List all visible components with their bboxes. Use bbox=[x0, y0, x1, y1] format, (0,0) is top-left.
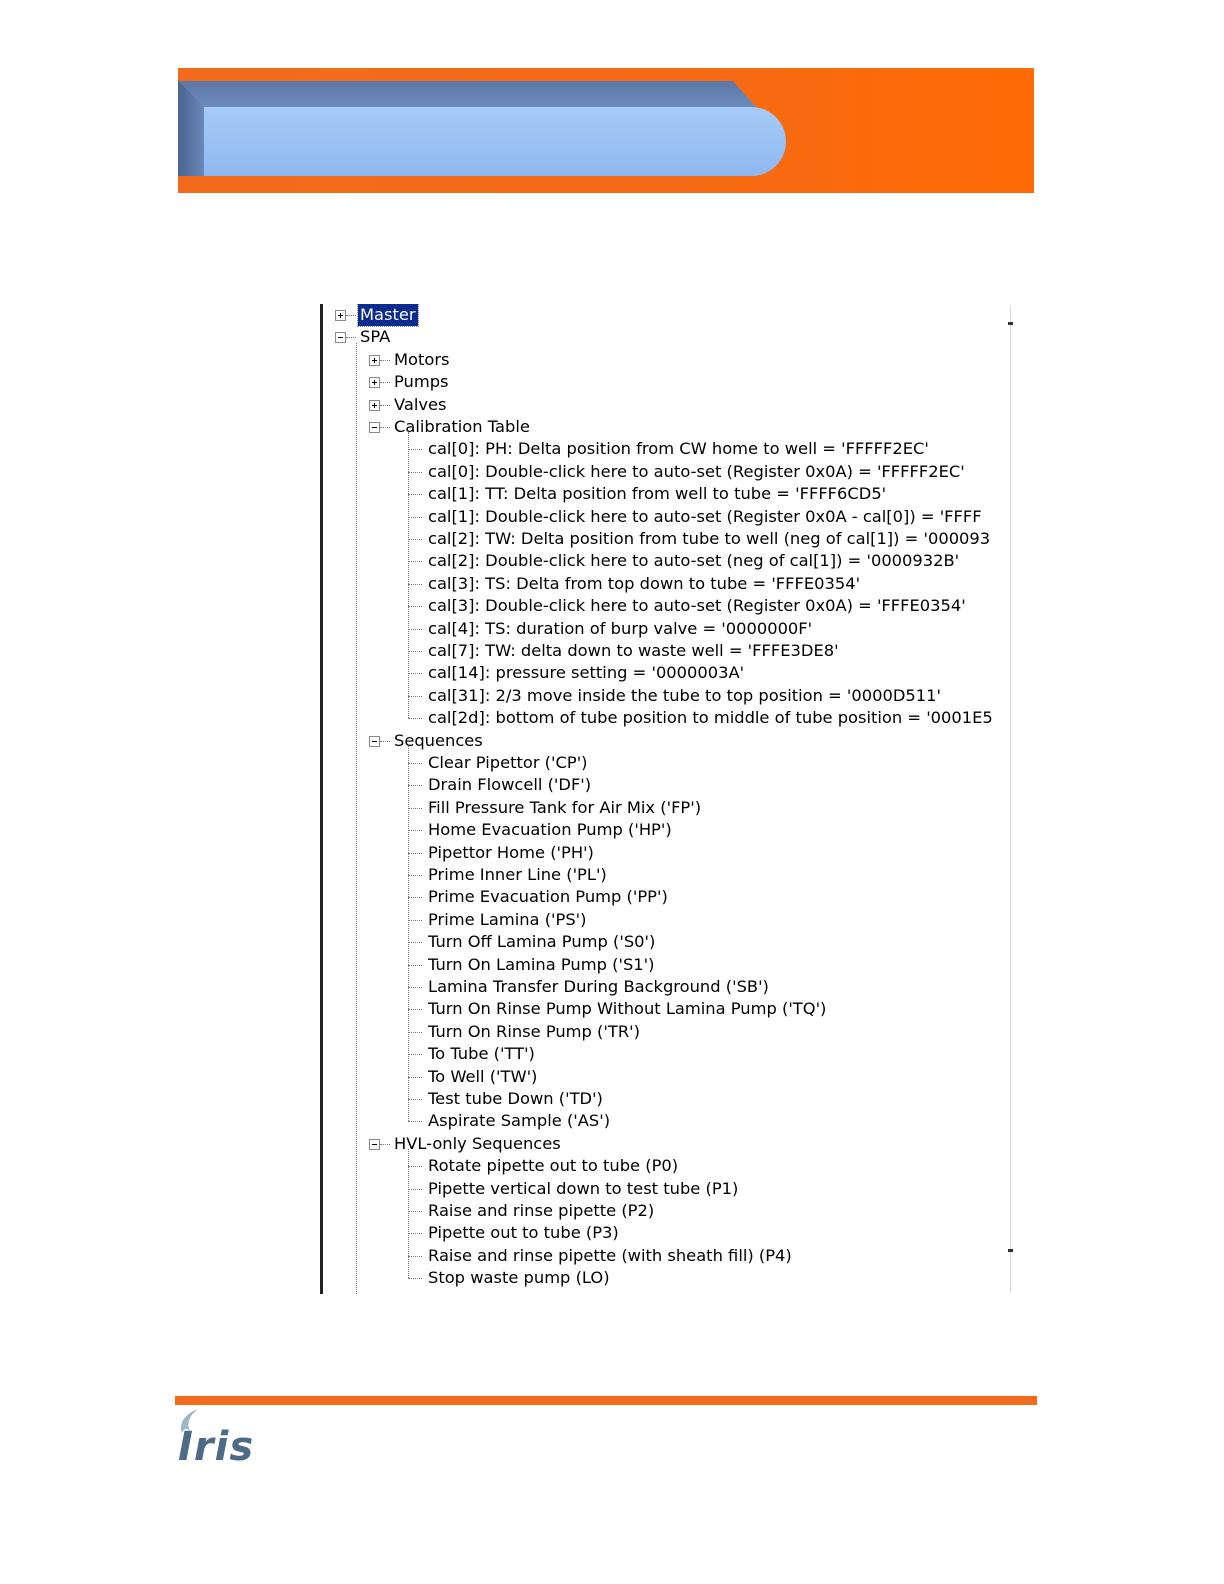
tree-connector bbox=[408, 1009, 422, 1010]
tree-node-hvl-only-sequences[interactable] bbox=[392, 1133, 563, 1155]
hvl-sequence-item[interactable] bbox=[426, 1245, 794, 1267]
calibration-entry[interactable] bbox=[426, 438, 931, 460]
logo-text: Iris bbox=[178, 1424, 255, 1470]
tree-node-label: Raise and rinse pipette (with sheath fill) (P4) bbox=[428, 1245, 792, 1265]
tree-node-label: Home Evacuation Pump ('HP') bbox=[428, 820, 672, 840]
tree-connector bbox=[408, 696, 422, 697]
tree-connector bbox=[346, 315, 356, 316]
tree-connector bbox=[380, 427, 390, 428]
tree-connector bbox=[408, 606, 422, 607]
sequence-item[interactable] bbox=[426, 864, 609, 886]
sequence-item[interactable] bbox=[426, 1021, 642, 1043]
tree-node-label: Fill Pressure Tank for Air Mix ('FP') bbox=[428, 797, 702, 817]
tree-connector bbox=[408, 539, 422, 540]
tree-connector bbox=[408, 651, 422, 652]
calibration-entry[interactable] bbox=[426, 483, 888, 505]
sequence-item[interactable] bbox=[426, 1110, 612, 1132]
tree-node-label: Prime Evacuation Pump ('PP') bbox=[428, 887, 668, 907]
tree-node-sequences[interactable] bbox=[392, 730, 485, 752]
sequence-item[interactable] bbox=[426, 1088, 605, 1110]
tree-node-label: cal[14]: pressure setting = '0000003A' bbox=[428, 663, 745, 683]
expand-toggle-icon[interactable] bbox=[369, 355, 380, 366]
tree-node-label: Aspirate Sample ('AS') bbox=[428, 1111, 611, 1131]
tree-node-label: Rotate pipette out to tube (P0) bbox=[428, 1156, 679, 1176]
tree-node-label: Test tube Down ('TD') bbox=[428, 1089, 603, 1108]
calibration-entry[interactable] bbox=[426, 461, 967, 483]
tree-node-label: Motors bbox=[394, 349, 450, 369]
tree-connector bbox=[408, 1166, 422, 1167]
tree-connector bbox=[408, 673, 422, 674]
tree-connector bbox=[380, 360, 390, 361]
tree-node-label: Valves bbox=[394, 394, 447, 414]
sequence-item[interactable] bbox=[426, 931, 657, 953]
tree-node-label: cal[2d]: bottom of tube position to middle of tube position = '0001E5 bbox=[428, 708, 993, 728]
tree-node-label: Prime Lamina ('PS') bbox=[428, 909, 587, 929]
collapse-toggle-icon[interactable] bbox=[335, 332, 346, 343]
tree-node-motors[interactable] bbox=[392, 349, 452, 371]
sequence-item[interactable] bbox=[426, 1043, 537, 1065]
calibration-entry[interactable] bbox=[426, 618, 814, 640]
tree-node-label: cal[3]: TS: Delta from top down to tube = 'FFFE0354' bbox=[428, 573, 861, 593]
calibration-entry[interactable] bbox=[426, 707, 995, 729]
sequence-item[interactable] bbox=[426, 797, 703, 819]
tree-connector bbox=[408, 1099, 422, 1100]
tree-connector bbox=[380, 405, 390, 406]
sequence-item[interactable] bbox=[426, 1066, 539, 1088]
collapse-toggle-icon[interactable] bbox=[369, 1139, 380, 1150]
footer-bar bbox=[175, 1396, 1037, 1405]
hvl-sequence-item[interactable] bbox=[426, 1267, 612, 1289]
scrollbar-tick-top bbox=[1008, 322, 1013, 325]
tree-node-label: cal[31]: 2/3 move inside the tube to top position = '0000D511' bbox=[428, 685, 941, 705]
tree-node-label: To Tube ('TT') bbox=[428, 1044, 535, 1064]
tree-connector bbox=[408, 965, 422, 966]
tree-connector bbox=[380, 382, 390, 383]
tree-connector bbox=[408, 449, 422, 450]
tree-node-label: cal[4]: TS: duration of burp valve = '0000000F' bbox=[428, 618, 813, 638]
tree-node-label: cal[0]: Double-click here to auto-set (Register 0x0A) = 'FFFFF2EC' bbox=[428, 461, 965, 481]
tree-node-label: cal[2]: Double-click here to auto-set (neg of cal[1]) = '0000932B' bbox=[428, 551, 960, 571]
sequence-item[interactable] bbox=[426, 954, 656, 976]
tree-node-label: Lamina Transfer During Background ('SB') bbox=[428, 977, 769, 996]
calibration-entry[interactable] bbox=[426, 550, 961, 572]
tree-node-label: Turn On Rinse Pump ('TR') bbox=[428, 1021, 640, 1041]
tree-node-label: SPA bbox=[360, 327, 391, 347]
tree-node-label: Calibration Table bbox=[394, 417, 530, 436]
panel-right-border bbox=[1010, 306, 1011, 1292]
tree-connector bbox=[408, 987, 422, 988]
tree-node-label: To Well ('TW') bbox=[428, 1066, 538, 1086]
calibration-entry[interactable] bbox=[426, 573, 862, 595]
sequence-item[interactable] bbox=[426, 774, 593, 796]
tree-connector bbox=[408, 1211, 422, 1212]
sequence-item[interactable] bbox=[426, 998, 828, 1020]
expand-toggle-icon[interactable] bbox=[369, 377, 380, 388]
tree-connector bbox=[408, 763, 422, 764]
tree-node-label: Pumps bbox=[394, 372, 449, 392]
calibration-entry[interactable] bbox=[426, 685, 943, 707]
calibration-entry[interactable] bbox=[426, 662, 746, 684]
tree-node-label: Pipettor Home ('PH') bbox=[428, 842, 594, 862]
tree-node-label: HVL-only Sequences bbox=[394, 1133, 561, 1153]
expand-toggle-icon[interactable] bbox=[369, 400, 380, 411]
tree-connector bbox=[408, 561, 422, 562]
sequence-item[interactable] bbox=[426, 909, 589, 931]
tree-connector bbox=[408, 808, 422, 809]
banner-tab-bevel-top bbox=[178, 81, 756, 107]
tree-connector bbox=[408, 1054, 422, 1055]
tree-connector bbox=[408, 494, 422, 495]
tree-node-label: Clear Pipettor ('CP') bbox=[428, 753, 588, 772]
tree-node-label: Pipette out to tube (P3) bbox=[428, 1223, 619, 1243]
tree-node-label: Raise and rinse pipette (P2) bbox=[428, 1201, 655, 1220]
sequence-item[interactable] bbox=[426, 886, 670, 908]
collapse-toggle-icon[interactable] bbox=[369, 736, 380, 747]
tree-node-label: Master bbox=[360, 305, 416, 324]
tree-node-valves[interactable] bbox=[392, 394, 449, 416]
tree-connector bbox=[408, 629, 422, 630]
tree-connector bbox=[408, 1189, 422, 1190]
tree-node-label: cal[0]: PH: Delta position from CW home to well = 'FFFFF2EC' bbox=[428, 439, 929, 459]
tree-connector bbox=[380, 741, 390, 742]
calibration-entry[interactable] bbox=[426, 640, 841, 662]
tree-connector bbox=[408, 1233, 422, 1234]
tree-node-label: cal[3]: Double-click here to auto-set (Register 0x0A) = 'FFFE0354' bbox=[428, 596, 966, 616]
tree-node-pumps[interactable] bbox=[392, 371, 451, 393]
tree-node-label: Prime Inner Line ('PL') bbox=[428, 865, 607, 884]
banner-tab bbox=[204, 107, 786, 176]
tree-node-label: Pipette vertical down to test tube (P1) bbox=[428, 1178, 739, 1198]
tree-view-panel bbox=[320, 304, 1014, 1294]
collapse-toggle-icon[interactable] bbox=[369, 422, 380, 433]
tree-node-label: Turn On Lamina Pump ('S1') bbox=[428, 954, 655, 974]
tree-connector bbox=[408, 1278, 422, 1279]
tree-node-label: Turn On Rinse Pump Without Lamina Pump ('TQ') bbox=[428, 999, 827, 1019]
tree-node-label: cal[7]: TW: delta down to waste well = 'FFFE3DE8' bbox=[428, 641, 839, 660]
tree-connector bbox=[408, 1032, 422, 1033]
tree-connector bbox=[408, 785, 422, 786]
tree-guide-line bbox=[356, 343, 357, 1294]
tree-node-label: cal[2]: TW: Delta position from tube to well (neg of cal[1]) = '000093 bbox=[428, 529, 991, 548]
panel-left-border bbox=[320, 304, 323, 1294]
expand-toggle-icon[interactable] bbox=[335, 310, 346, 321]
calibration-entry[interactable] bbox=[426, 528, 992, 550]
tree-node-label: cal[1]: TT: Delta position from well to tube = 'FFFF6CD5' bbox=[428, 484, 887, 504]
tree-connector bbox=[408, 853, 422, 854]
hvl-sequence-item[interactable] bbox=[426, 1222, 621, 1244]
calibration-entry[interactable] bbox=[426, 595, 968, 617]
tree-connector bbox=[346, 337, 356, 338]
tree-node-calibration-table[interactable] bbox=[392, 416, 532, 438]
sequence-item[interactable] bbox=[426, 842, 596, 864]
hvl-sequence-item[interactable] bbox=[426, 1200, 656, 1222]
sequence-item[interactable] bbox=[426, 819, 674, 841]
tree-node-label: cal[1]: Double-click here to auto-set (Register 0x0A - cal[0]) = 'FFFF bbox=[428, 506, 982, 526]
tree-node-label: Stop waste pump (LO) bbox=[428, 1268, 610, 1288]
tree-connector bbox=[408, 875, 422, 876]
tree-guide-line bbox=[408, 1149, 409, 1278]
tree-node-spa[interactable] bbox=[358, 326, 392, 348]
sequence-item[interactable] bbox=[426, 752, 590, 774]
tree-connector bbox=[408, 584, 422, 585]
tree-node-label: Drain Flowcell ('DF') bbox=[428, 775, 592, 795]
tree-node-label: Sequences bbox=[394, 730, 483, 750]
hvl-sequence-item[interactable] bbox=[426, 1178, 740, 1200]
tree-guide-line bbox=[408, 432, 409, 718]
tree-connector bbox=[408, 517, 422, 518]
tree-guide-line bbox=[408, 746, 409, 1121]
tree-connector bbox=[408, 897, 422, 898]
hvl-sequence-item[interactable] bbox=[426, 1155, 680, 1177]
tree-connector bbox=[408, 1256, 422, 1257]
tree-connector bbox=[408, 718, 422, 719]
sequence-item[interactable] bbox=[426, 976, 771, 998]
tree-connector bbox=[380, 1144, 390, 1145]
scrollbar-tick-bottom bbox=[1008, 1249, 1013, 1252]
tree-connector bbox=[408, 830, 422, 831]
tree-connector bbox=[408, 920, 422, 921]
tree-connector bbox=[408, 1077, 422, 1078]
tree-connector bbox=[408, 472, 422, 473]
tree-connector bbox=[408, 1121, 422, 1122]
calibration-entry[interactable] bbox=[426, 506, 984, 528]
tree-node-master[interactable] bbox=[358, 304, 418, 326]
tree-connector bbox=[408, 942, 422, 943]
tree-node-label: Turn Off Lamina Pump ('S0') bbox=[428, 932, 656, 952]
